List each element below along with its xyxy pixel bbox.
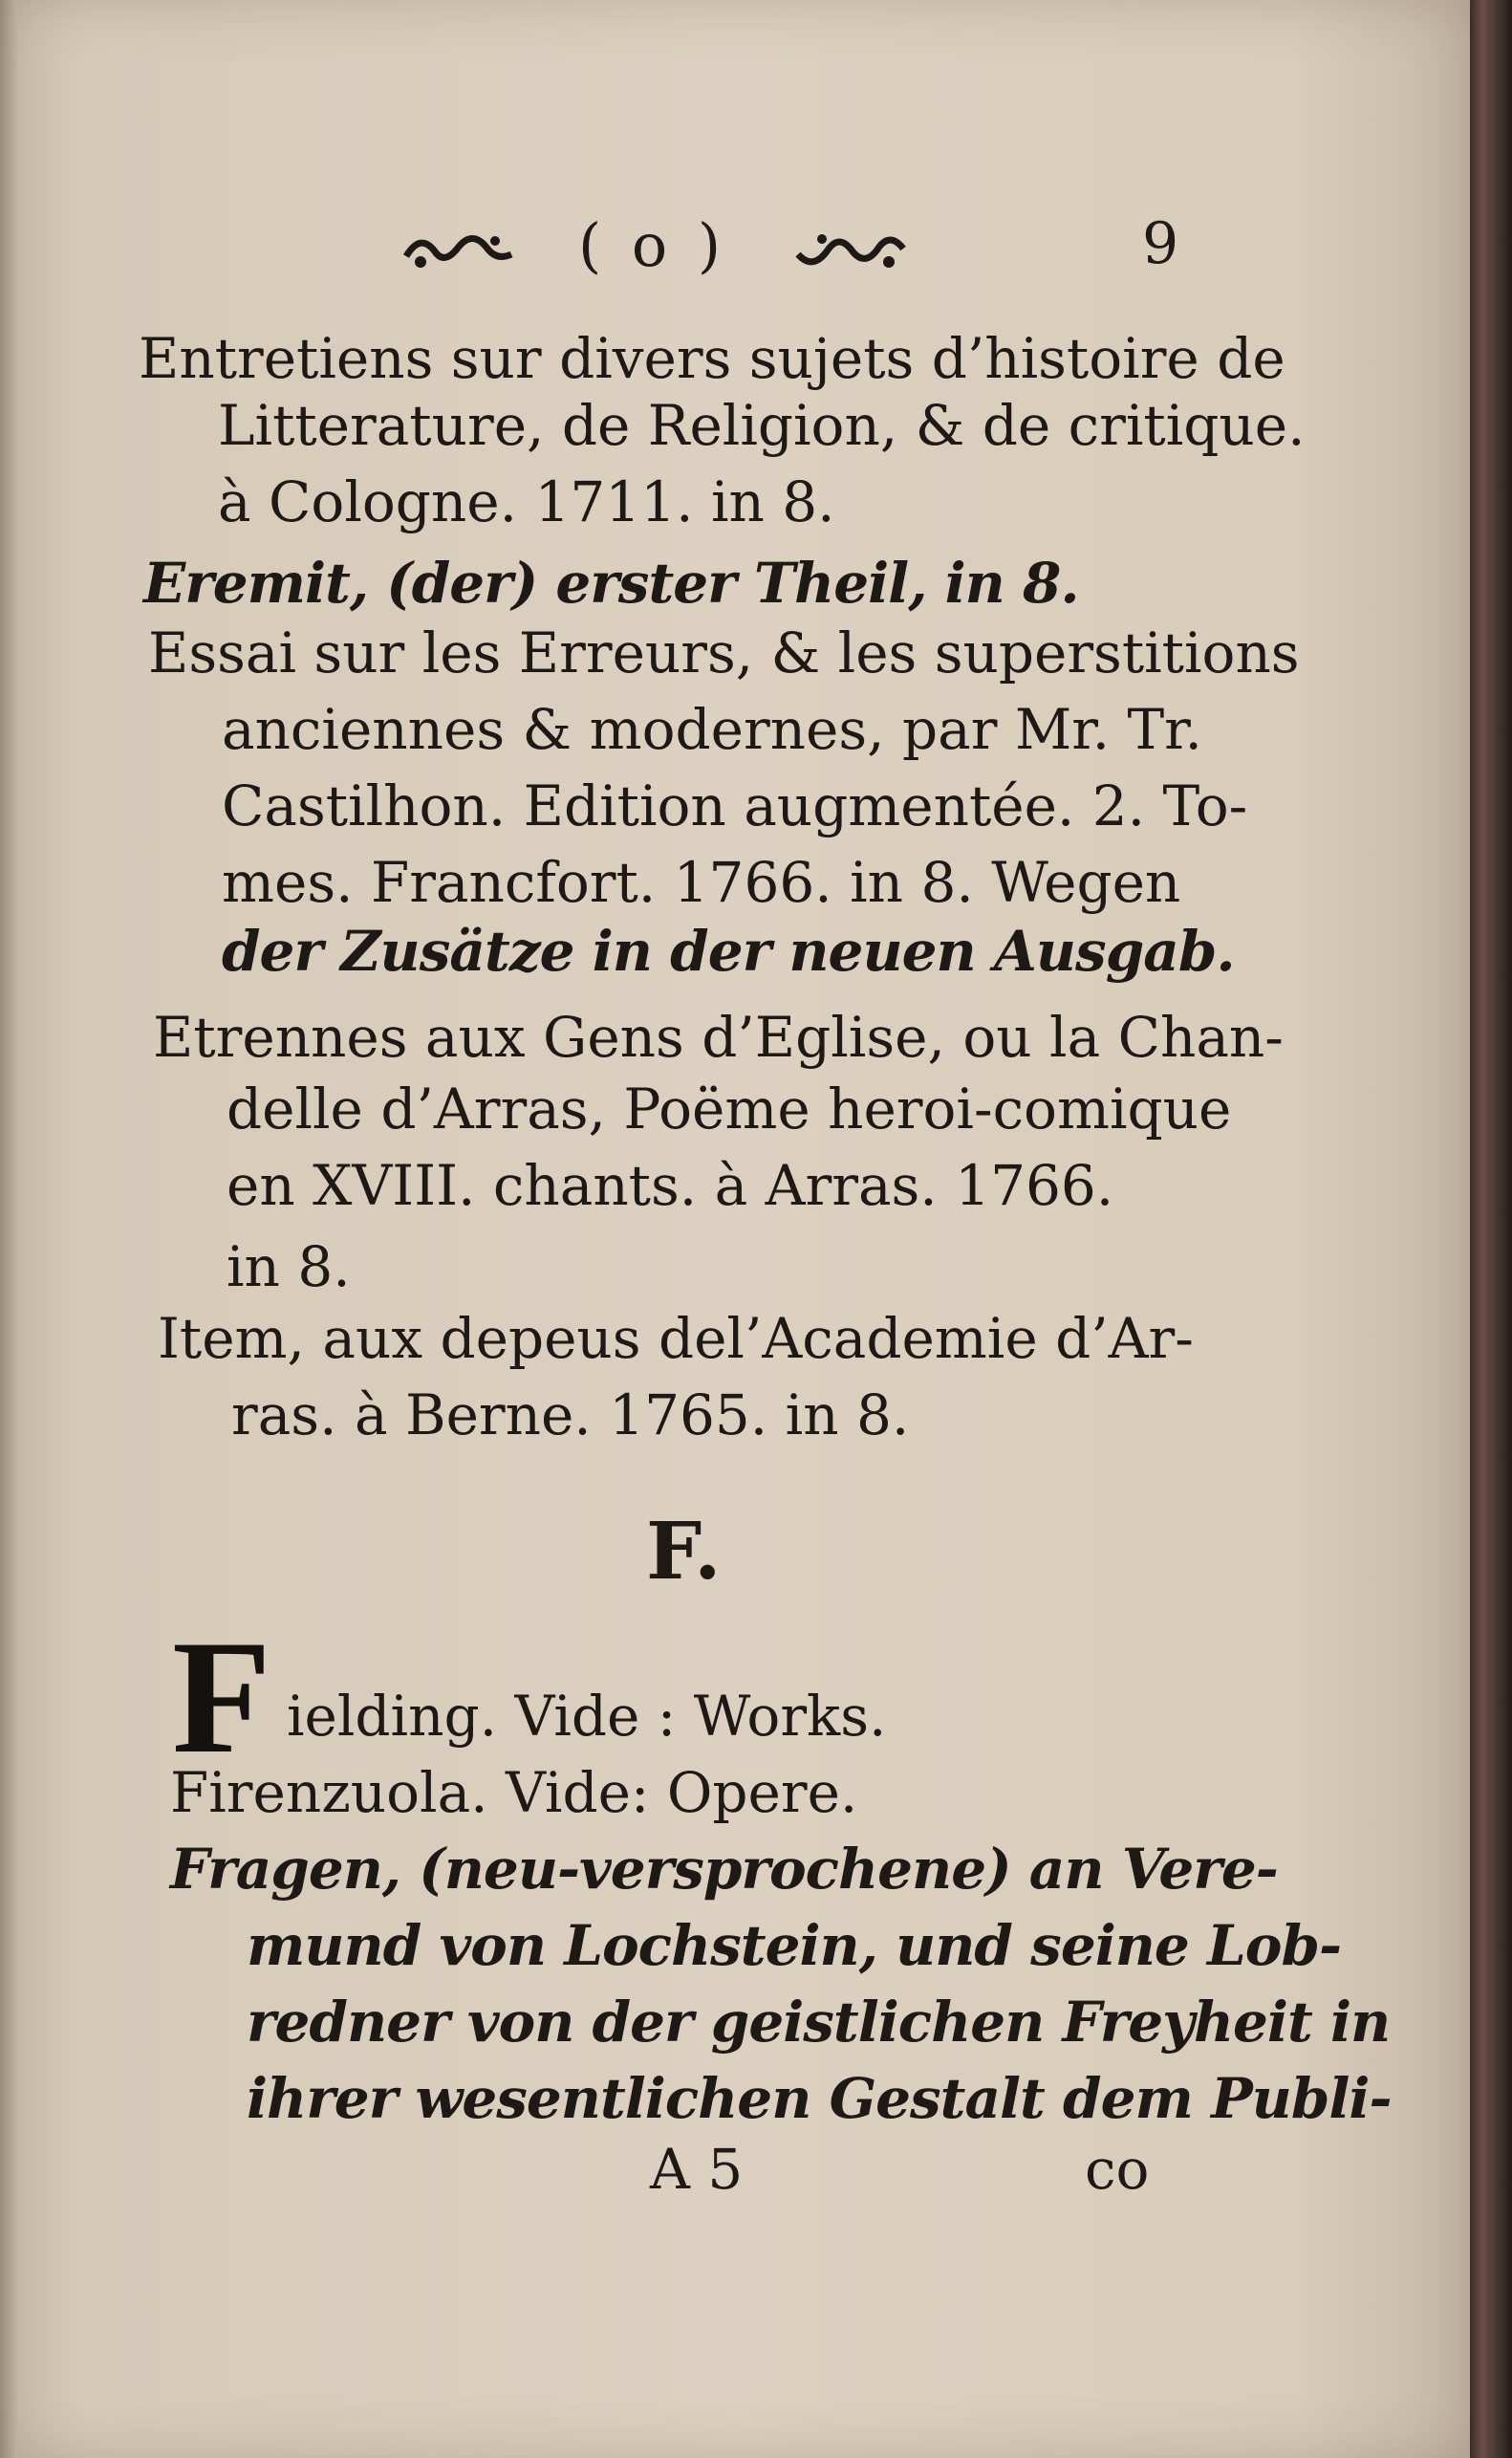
signature-mark: A 5	[650, 2137, 744, 2202]
entry-line: Litterature, de Religion, & de critique.	[218, 393, 1306, 458]
entry-line: in 8.	[227, 1234, 351, 1299]
entry-line: Eremit, (der) erster Theil, in 8.	[143, 551, 1079, 616]
entry-line: anciennes & modernes, par Mr. Tr.	[222, 697, 1202, 762]
section-heading: F.	[646, 1506, 722, 1598]
entry-line: mund von Lochstein, und seine Lob-	[247, 1913, 1342, 1978]
entry-line: en XVIII. chants. à Arras. 1766.	[227, 1153, 1114, 1218]
entry-line: à Cologne. 1711. in 8.	[218, 469, 835, 534]
page-gutter	[0, 0, 17, 2458]
book-edge	[1470, 0, 1512, 2458]
entry-line: Castilhon. Edition augmentée. 2. To-	[222, 773, 1248, 838]
right-ornament-icon	[793, 228, 908, 275]
page-marker: ( o )	[578, 210, 727, 280]
page-header	[0, 210, 1470, 296]
entry-line: Entretiens sur divers sujets d’histoire de	[139, 326, 1285, 391]
page-number: 9	[1142, 210, 1179, 277]
entry-line: ras. à Berne. 1765. in 8.	[231, 1382, 910, 1447]
entry-line: delle d’Arras, Poëme heroi-comique	[227, 1077, 1232, 1142]
entry-line: ihrer wesentlichen Gestalt dem Publi-	[247, 2066, 1392, 2131]
entry-line: mes. Francfort. 1766. in 8. Wegen	[222, 850, 1181, 915]
entry-line: redner von der geistlichen Freyheit in	[247, 1990, 1391, 2055]
entry-line: der Zusätze in der neuen Ausgab.	[222, 919, 1235, 984]
entry-line: Essai sur les Erreurs, & les superstitions	[148, 620, 1300, 685]
drop-capital: F	[172, 1607, 271, 1787]
entry-line: Etrennes aux Gens d’Eglise, ou la Chan-	[153, 1005, 1284, 1070]
catchword: co	[1085, 2137, 1150, 2202]
entry-line: Fragen, (neu-versprochene) an Vere-	[170, 1837, 1278, 1902]
entry-line: Firenzuola. Vide: Opere.	[170, 1760, 858, 1825]
entry-line: ielding. Vide : Works.	[287, 1684, 887, 1749]
entry-line: Item, aux depeus del’Academie d’Ar-	[158, 1306, 1194, 1371]
left-ornament-icon	[401, 228, 516, 275]
